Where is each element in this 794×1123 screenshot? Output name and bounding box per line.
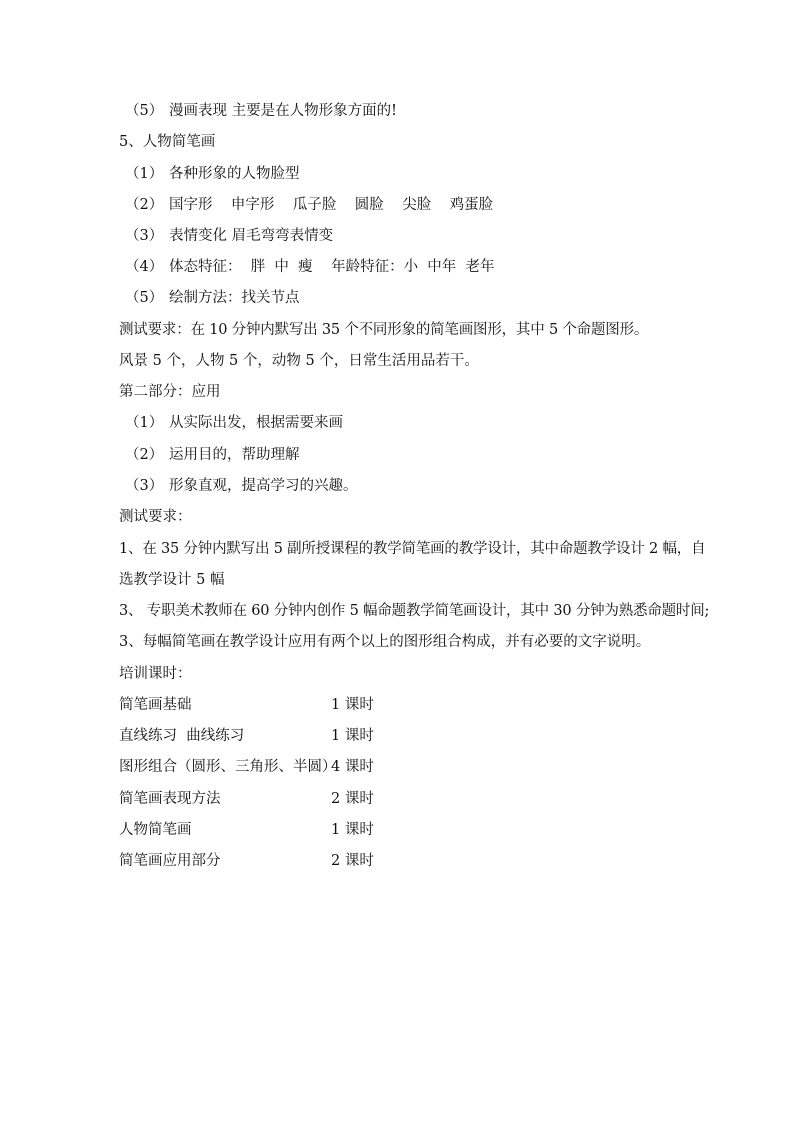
section5-item-2 xyxy=(125,195,493,215)
section5-item-3 xyxy=(125,226,333,246)
course-hours: 1 课时 xyxy=(331,822,374,838)
course-hours: 2 课时 xyxy=(331,853,374,869)
item-number: （3） xyxy=(125,478,164,494)
course-name: 简笔画表现方法 xyxy=(119,791,221,807)
item-text: 从实际出发，根据需要来画 xyxy=(169,415,343,431)
course-name: 简笔画基础 xyxy=(119,697,192,713)
course-hours: 1 课时 xyxy=(331,728,374,744)
course-hours: 1 课时 xyxy=(331,697,374,713)
item-number: （1） xyxy=(125,415,164,431)
training-hours-row xyxy=(119,820,374,840)
course-hours: 2 课时 xyxy=(331,791,374,807)
test-requirement-2-line-2: 选教学设计 5 幅 xyxy=(119,572,225,588)
training-hours-row xyxy=(119,726,374,746)
item-text: 绘制方法：找关节点 xyxy=(169,290,300,306)
training-hours-row xyxy=(119,695,374,715)
test-requirement-2-line-3: 3、 专职美术教师在 60 分钟内创作 5 幅命题教学简笔画设计，其中 30 分钟为熟悉命题时间; xyxy=(119,603,710,619)
item-number: （2） xyxy=(125,447,164,463)
part2-item-2 xyxy=(125,445,300,465)
item-number: （5） xyxy=(125,103,164,119)
course-name: 图形组合（圆形、三角形、半圆） xyxy=(119,759,337,775)
test-requirement-2-line-4: 3、每幅简笔画在教学设计应用有两个以上的图形组合构成，并有必要的文字说明。 xyxy=(119,634,651,650)
item-number: （5） xyxy=(125,290,164,306)
training-hours-row xyxy=(119,851,374,871)
item-text: 形象直观，提高学习的兴趣。 xyxy=(169,478,358,494)
test-requirement-1-line-1: 测试要求：在 10 分钟内默写出 35 个不同形象的简笔画图形，其中 5 个命题图形。 xyxy=(119,322,649,338)
test-requirement-1-line-2: 风景 5 个，人物 5 个，动物 5 个，日常生活用品若干。 xyxy=(119,353,479,369)
item-text: 体态特征： 胖 中 瘦 年龄特征：小 中年 老年 xyxy=(169,259,495,275)
course-name: 直线练习 曲线练习 xyxy=(119,728,245,744)
item-text: 漫画表现 主要是在人物形象方面的! xyxy=(169,103,397,119)
part2-item-3 xyxy=(125,476,358,496)
item-text: 各种形象的人物脸型 xyxy=(169,166,300,182)
section5-item-4 xyxy=(125,257,495,277)
part2-heading: 第二部分：应用 xyxy=(119,384,221,400)
section5-item-5 xyxy=(125,288,300,308)
training-hours-heading: 培训课时： xyxy=(119,666,192,682)
test-requirement-2-line-1: 1、在 35 分钟内默写出 5 副所授课程的教学简笔画的教学设计，其中命题教学设计 2 幅，自 xyxy=(119,541,706,557)
item-text: 运用目的，帮助理解 xyxy=(169,447,300,463)
item-number: （2） xyxy=(125,197,164,213)
section4-item-5 xyxy=(125,101,397,121)
item-number: （3） xyxy=(125,228,164,244)
item-number: （4） xyxy=(125,259,164,275)
course-name: 人物简笔画 xyxy=(119,822,192,838)
training-hours-row xyxy=(119,789,374,809)
test-requirement-2-heading: 测试要求： xyxy=(119,509,192,525)
item-number: （1） xyxy=(125,166,164,182)
training-hours-row xyxy=(119,757,374,777)
section5-heading: 5、人物简笔画 xyxy=(119,134,216,150)
section5-item-1 xyxy=(125,164,300,184)
course-name: 简笔画应用部分 xyxy=(119,853,221,869)
part2-item-1 xyxy=(125,413,343,433)
item-text: 国字形 申字形 瓜子脸 圆脸 尖脸 鸡蛋脸 xyxy=(169,197,494,213)
item-text: 表情变化 眉毛弯弯表情变 xyxy=(169,228,334,244)
course-hours: 4 课时 xyxy=(331,759,374,775)
